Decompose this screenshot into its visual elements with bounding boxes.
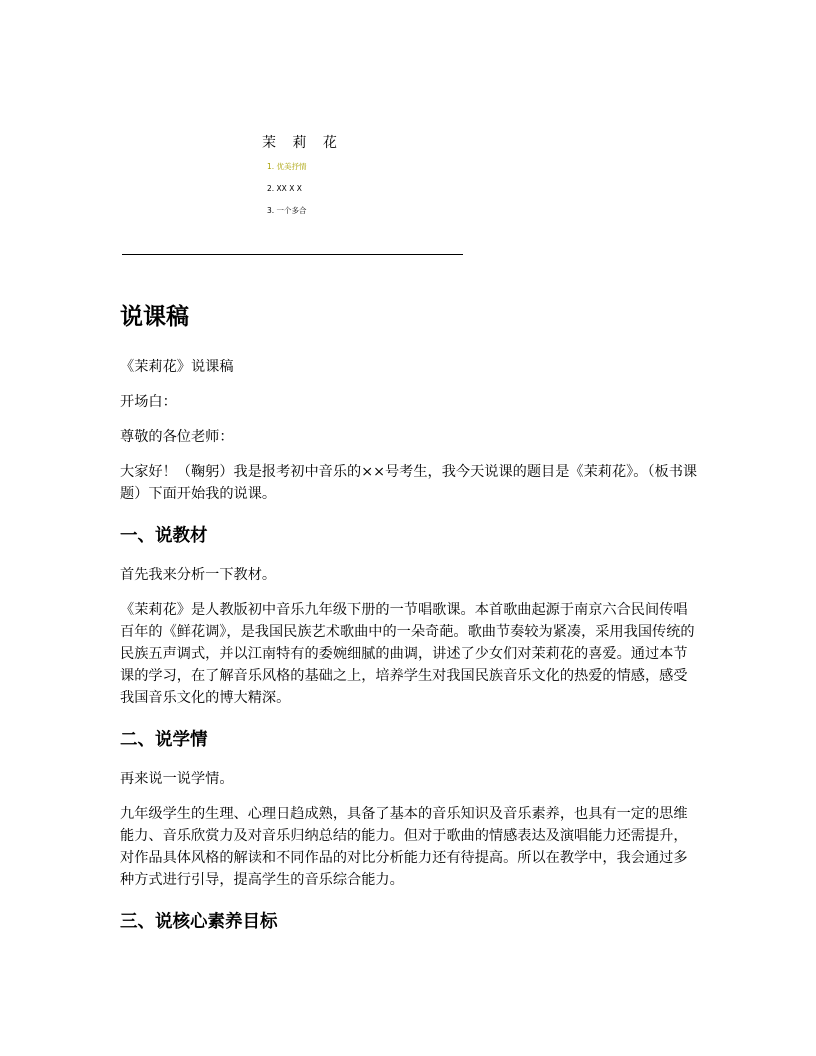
- section-heading: 一、说教材: [120, 526, 208, 546]
- page-title: 说课稿: [120, 304, 189, 330]
- horizontal-divider: [122, 254, 463, 255]
- intro-paragraph: 大家好！（鞠躬）我是报考初中音乐的××号考生，我今天说课的题目是《茉莉花》。（板书课题）下面开始我的说课。: [120, 464, 698, 502]
- image-title: 茉 莉 花: [262, 135, 343, 151]
- image-item: 2. XX X X: [267, 184, 302, 193]
- section-lead: 首先我来分析一下教材。: [120, 567, 277, 583]
- image-item: 3. 一个多合: [267, 206, 307, 215]
- blackboard-image: [258, 132, 348, 226]
- greeting: 尊敬的各位老师：: [120, 429, 234, 445]
- opening-label: 开场白：: [120, 394, 177, 410]
- section-heading: 三、说核心素养目标: [120, 912, 278, 932]
- subtitle: 《茉莉花》说课稿: [120, 359, 234, 375]
- section-heading: 二、说学情: [120, 730, 208, 750]
- image-item: 1. 优美抒情: [267, 162, 307, 171]
- section-paragraph: 《茉莉花》是人教版初中音乐九年级下册的一节唱歌课。本首歌曲起源于南京六合民间传唱百年的《鲜花调》，是我国民族艺术歌曲中的一朵奇葩。歌曲节奏较为紧凑，采用我国传统的民族五声调式，并以江南特有的委婉细腻的曲调，讲述了少女们对茉莉花的喜爱。通过本节课的学习，在了解音乐风格的基础之上，培养学生对我国民族音乐文化的热爱的情感，感受我国音乐文化的博大精深。: [120, 602, 695, 706]
- document-body: [120, 300, 700, 950]
- section-lead: 再来说一说学情。: [120, 771, 234, 787]
- section-paragraph: 九年级学生的生理、心理日趋成熟，具备了基本的音乐知识及音乐素养，也具有一定的思维能力、音乐欣赏力及对音乐归纳总结的能力。但对于歌曲的情感表达及演唱能力还需提升，对作品具体风格的解读和不同作品的对比分析能力还有待提高。所以在教学中，我会通过多种方式进行引导，提高学生的音乐综合能力。: [120, 806, 688, 888]
